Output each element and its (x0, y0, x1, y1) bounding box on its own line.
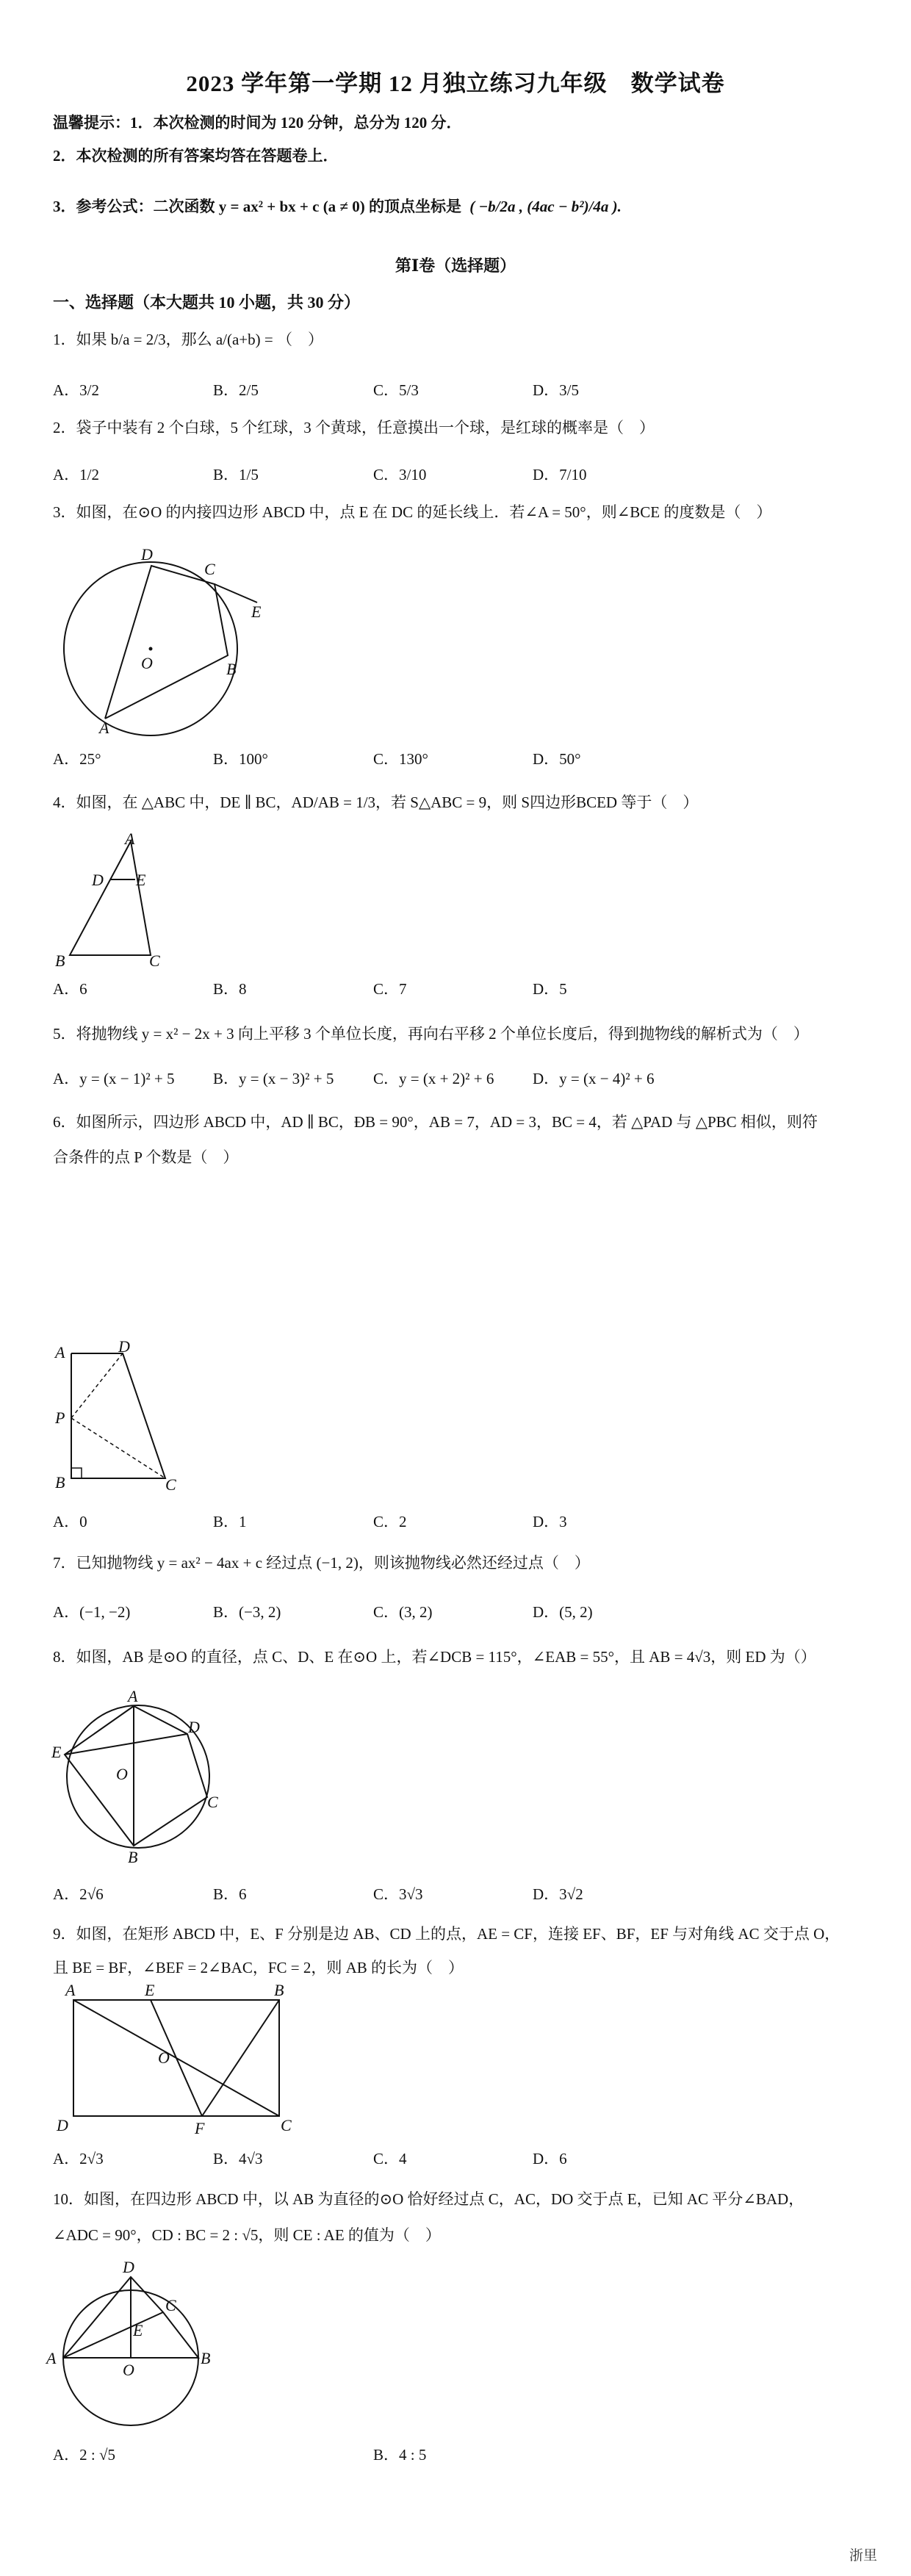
q10-option-a: A．2 : √5 (53, 2446, 116, 2464)
q9-option-c: C．4 (373, 2150, 407, 2167)
q9-label-o: O (158, 2048, 170, 2067)
page-title: 2023 学年第一学期 12 月独立练习九年级 数学试卷 (186, 71, 725, 96)
q3-option-c: C．130° (373, 750, 428, 768)
tip-2: 2．本次检测的所有答案均答在答题卷上． (53, 147, 339, 165)
q6-right-angle-mark (71, 1468, 82, 1478)
volume-title: 第Ⅰ卷（选择题） (395, 256, 516, 275)
q8-stem: 8．如图，AB 是⊙O 的直径，点 C、D、E 在⊙O 上，若∠DCB = 115°，∠EAB = 55°，且 AB = 4√3，则 ED 为（） (53, 1648, 816, 1666)
q7-option-c: C．(3, 2) (373, 1603, 433, 1621)
q9-label-d: D (57, 2116, 68, 2134)
q6-option-c: C．2 (373, 1513, 407, 1530)
q4-option-a: A．6 (53, 980, 87, 998)
q4-stem: 4．如图，在 △ABC 中，DE ∥ BC，AD/AB = 1/3，若 S△ABC = 9，则 S四边形BCED 等于（ ） (53, 794, 699, 811)
q2-option-a: A．1/2 (53, 466, 99, 483)
q1-option-b: B．2/5 (213, 381, 259, 399)
q3-label-d: D (141, 545, 153, 564)
q3-center-dot (149, 647, 153, 651)
q8-label-d: D (188, 1718, 200, 1736)
q10-label-e: E (133, 2321, 143, 2339)
q5-option-c: C．y = (x + 2)² + 6 (373, 1070, 494, 1087)
q8-label-o: O (116, 1765, 128, 1783)
q6-option-b: B．1 (213, 1513, 247, 1530)
tip-3-text: 3．参考公式：二次函数 y = ax² + bx + c (a ≠ 0) 的顶点坐标是 (53, 198, 461, 215)
q9-label-b: B (274, 1981, 284, 1999)
q9-label-c: C (281, 2116, 292, 2134)
q10-stem-line1: 10．如图，在四边形 ABCD 中，以 AB 为直径的⊙O 恰好经过点 C，AC，DO 交于点 E，已知 AC 平分∠BAD， (53, 2190, 804, 2208)
q6-stem-line2: 合条件的点 P 个数是（ ） (53, 1148, 239, 1166)
q7-option-a: A．(−1, −2) (53, 1603, 131, 1621)
q10-label-d: D (123, 2258, 134, 2276)
vertex-formula: ( −b/2a , (4ac − b²)/4a ). (469, 198, 622, 215)
q9-stem-line2: 且 BE = BF，∠BEF = 2∠BAC，FC = 2，则 AB 的长为（ ） (53, 1959, 464, 1976)
q8-label-b: B (128, 1848, 138, 1866)
q9-option-b: B．4√3 (213, 2150, 263, 2167)
q1-option-d: D．3/5 (533, 381, 579, 399)
q7-option-d: D．(5, 2) (533, 1603, 593, 1621)
q2-option-c: C．3/10 (373, 466, 427, 483)
q5-option-d: D．y = (x − 4)² + 6 (533, 1070, 655, 1087)
q3-quadrilateral (105, 566, 228, 719)
q6-label-p: P (55, 1408, 65, 1427)
q3-label-a: A (99, 719, 109, 737)
q4-label-d: D (92, 871, 104, 889)
q1-option-a: A．3/2 (53, 381, 99, 399)
q9-segment-bf (202, 2000, 279, 2116)
q10-option-b: B．4 : 5 (373, 2446, 427, 2464)
q3-extension-line (215, 584, 257, 602)
q4-label-c: C (149, 951, 160, 970)
q6-label-a: A (55, 1343, 65, 1361)
q6-trapezoid-figure (55, 1337, 202, 1494)
q8-option-a: A．2√6 (53, 1885, 104, 1903)
q6-trapezoid (71, 1353, 165, 1478)
q4-triangle-figure (55, 830, 173, 970)
q6-stem-line1: 6．如图所示，四边形 ABCD 中，AD ∥ BC，ÐB = 90°，AB = 7，AD = 3，BC = 4，若 △PAD 与 △PBC 相似，则符 (53, 1113, 818, 1131)
q5-option-b: B．y = (x − 3)² + 5 (213, 1070, 334, 1087)
q10-label-a: A (46, 2349, 57, 2367)
footer-watermark: 浙里 (849, 2547, 877, 2564)
q9-rectangle-figure (55, 1981, 305, 2138)
q7-option-b: B．(−3, 2) (213, 1603, 281, 1621)
q9-option-d: D．6 (533, 2150, 567, 2167)
section-choice-title: 一、选择题（本大题共 10 小题，共 30 分） (53, 293, 361, 312)
q3-label-e: E (251, 602, 262, 621)
q3-label-o: O (141, 654, 153, 672)
q9-label-a: A (65, 1981, 76, 1999)
q1-option-c: C．5/3 (373, 381, 419, 399)
q4-triangle (70, 841, 151, 955)
q3-label-b: B (226, 660, 237, 678)
q8-label-c: C (207, 1793, 218, 1811)
tip-1: 温馨提示：1．本次检测的时间为 120 分钟，总分为 120 分． (53, 114, 462, 132)
q10-circle-figure (46, 2258, 231, 2436)
q10-stem-line2: ∠ADC = 90°，CD : BC = 2 : √5，则 CE : AE 的值为（ ） (53, 2226, 441, 2244)
q9-option-a: A．2√3 (53, 2150, 104, 2167)
q6-pd-dashed (71, 1353, 123, 1418)
q4-label-b: B (55, 951, 65, 970)
q4-label-a: A (125, 830, 135, 848)
tip-3 (53, 195, 622, 217)
q5-option-a: A．y = (x − 1)² + 5 (53, 1070, 175, 1087)
q8-label-a: A (128, 1687, 138, 1705)
q3-option-a: A．25° (53, 750, 101, 768)
q3-option-b: B．100° (213, 750, 268, 768)
q4-option-d: D．5 (533, 980, 567, 998)
q6-option-d: D．3 (533, 1513, 567, 1530)
q3-stem: 3．如图，在⊙O 的内接四边形 ABCD 中，点 E 在 DC 的延长线上．若∠A = 50°，则∠BCE 的度数是（ ） (53, 503, 772, 521)
q2-stem: 2．袋子中装有 2 个白球，5 个红球，3 个黄球，任意摸出一个球，是红球的概率是（ ） (53, 419, 655, 436)
q8-chord-ed (65, 1734, 187, 1755)
q4-option-c: C．7 (373, 980, 407, 998)
q3-circle-figure (59, 544, 279, 737)
q6-label-c: C (165, 1475, 176, 1494)
q8-circle-figure (51, 1687, 228, 1866)
q8-option-b: B．6 (213, 1885, 247, 1903)
q2-option-b: B．1/5 (213, 466, 259, 483)
q6-label-b: B (55, 1473, 65, 1492)
q10-label-c: C (165, 2296, 176, 2314)
q6-pc-dashed (71, 1418, 165, 1478)
q8-option-c: C．3√3 (373, 1885, 423, 1903)
q1-stem: 1．如果 b/a = 2/3，那么 a/(a+b) = （ ） (53, 331, 323, 348)
q10-label-b: B (201, 2349, 211, 2367)
q3-option-d: D．50° (533, 750, 581, 768)
q2-option-d: D．7/10 (533, 466, 587, 483)
q6-label-d: D (118, 1337, 130, 1356)
q4-label-e: E (136, 871, 146, 889)
q8-label-e: E (51, 1743, 62, 1761)
q6-option-a: A．0 (53, 1513, 87, 1530)
q7-stem: 7．已知抛物线 y = ax² − 4ax + c 经过点 (−1, 2)，则该抛物线必然还经过点（ ） (53, 1554, 590, 1572)
q9-stem-line1: 9．如图，在矩形 ABCD 中，E、F 分别是边 AB、CD 上的点，AE = CF，连接 EF、BF，EF 与对角线 AC 交于点 O， (53, 1925, 840, 1943)
q9-label-e: E (145, 1981, 155, 1999)
q10-chord-ac (63, 2312, 163, 2358)
q9-label-f: F (195, 2119, 205, 2137)
q3-label-c: C (204, 560, 215, 578)
q10-label-o: O (123, 2361, 134, 2379)
q8-option-d: D．3√2 (533, 1885, 583, 1903)
q5-stem: 5．将抛物线 y = x² − 2x + 3 向上平移 3 个单位长度，再向右平移 2 个单位长度后，得到抛物线的解析式为（ ） (53, 1025, 809, 1043)
q4-option-b: B．8 (213, 980, 247, 998)
